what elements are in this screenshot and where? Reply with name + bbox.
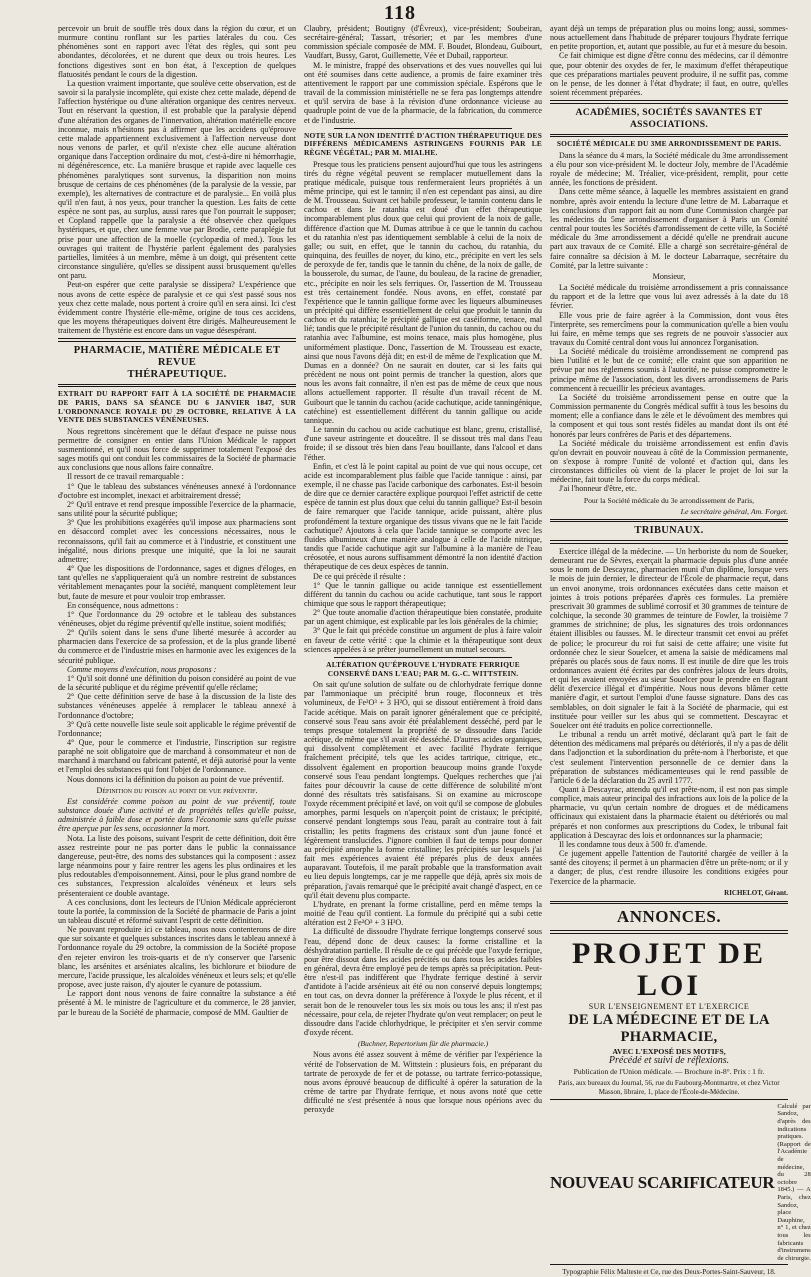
column-1 (58, 24, 296, 1116)
paragraph: De ce qui précède il résulte : (313, 571, 406, 581)
column-3 (550, 24, 811, 1277)
paragraph: 4° Que les dispositions de l'ordonnance, sages et dignes d'éloges, en tant qu'elles ne s'appliqueraient qu'à un nombre restreint de substances véritablement menaçantes pour la société, manquent complètement leur but, faute de mesure et pour vouloir trop embrasser. (58, 564, 296, 601)
definition-heading: Définition du poison au point de vue préventif. (96, 785, 258, 795)
divider (550, 1099, 788, 1100)
paragraph: 1° Que l'ordonnance du 29 octobre et le tableau des substances vénéneuses, objet du régime préventif qu'elle institue, soient modifiés; (58, 609, 296, 628)
paragraph: 1° Que le tannin gallique ou acide tannique est essentiellement différent du tannin du cachou ou acide cachutique, tant sous le rapport chimique que sous le rapport thérapeutique; (304, 580, 542, 608)
section-title-tribunaux: TRIBUNAUX. (634, 525, 704, 537)
paragraph: La Société médicale du troisième arrondissement est enfin d'avis qu'on devrait en pouvoir nouveau à côté de la Commission permanente, on s'expose à rompre l'unité de volonté et d'action qui, dans les circonstances difficiles où vient de la placer le projet de loi sur la médecine, fait toute la force du corps médical. (550, 438, 788, 485)
article-heading-societe: SOCIÉTÉ MÉDICALE DU 3ME ARRONDISSEMENT DE PARIS. (556, 139, 782, 149)
divider (334, 657, 512, 658)
article-heading-extract: EXTRAIT DU RAPPORT FAIT À LA SOCIÉTÉ DE PHARMACIE DE PARIS, DANS SA SÉANCE DU 6 JANVIER 1847, SUR L'ORDONNANCE ROYALE DU 29 OCTOBRE, RELATIVE À LA VENTE DES SUBSTANCES VÉNÉNEUSES. (58, 389, 296, 425)
paragraph: Peut-on espérer que cette paralysie se dissipera? L'expérience que nous avons de cette espèce de paralysie et ce qui s'est passé sous nos yeux chez cette malade, nous portent à croire qu'il en sera ainsi. Ici c'est évidemment contre l'hystérie elle-même, origine de tous ces accidens, que les moyens thérapeutiques doivent être dirigés. Malheureusement le traitement de l'hystérie est encore dans un vague désespérant. (58, 280, 296, 336)
paragraph: En conséquence, nous admettons : (67, 600, 179, 610)
ad-publication: Publication de l'Union médicale. — Brochure in-8°. Prix : 1 fr. (573, 1067, 765, 1077)
paragraph: 2° Que cette définition serve de base à la discussion de la liste des substances vénéneuses appelée à remplacer le tableau annexé à l'ordonnance d'octobre; (58, 692, 296, 720)
paragraph: Ne pouvant reproduire ici ce tableau, nous nous contenterons de dire que sur soixante et quelques substances inscrites dans le tableau annexé à l'ordonnance royale du 29 octobre, la commission de la Société propose d'en rejeter environ les trois-quarts et de n'y conserver que l'arsenic blanc, les arsénites et arséniates alcalins, les bichlorure et biiodure de mercure, l'acide prussique, les alcaloïdes vénéneux et leurs sels; et qu'elle propose, avec juste raison, d'y ajouter le cyanure de potassium. (58, 925, 296, 990)
paragraph: 3° Que le fait qui précède constitue un argument de plus à faire valoir en faveur de cette vérité : que la chimie et la thérapeutique sont deux sciences appelées à se prêter journellement un mutuel secours. (304, 626, 542, 654)
divider (550, 1264, 788, 1265)
paragraph: Nous regrettons sincèrement que le défaut d'espace ne puisse nous permettre de consigner en entier dans l'Union Médicale le rapport susmentionné, et qu'il nous force de supprimer totalement l'exposé des sages motifs qui ont conduit les commissaires de la Société de pharmacie aux conclusions que nous allons faire connaître. (58, 426, 296, 473)
paragraph: Il les condamne tous deux à 500 fr. d'amende. (559, 839, 708, 849)
ad-scarificateur-title: NOUVEAU SCARIFICATEUR (550, 1172, 775, 1192)
paragraph: 4° Que, pour le commerce et l'industrie, l'inscription sur registre paraphé ne soit obligatoire que de marchand à consommateur et non de marchand à marchand ou fabricant patenté, et déjà autorisé pour la vente et l'emploi des substances qui font l'objet de l'ordonnance. (58, 738, 296, 775)
ad-reflexions: Précédé et suivi de réflexions. (608, 1055, 730, 1067)
ad-subtitle: SUR L'ENSEIGNEMENT ET L'EXERCICE (588, 1001, 750, 1011)
section-title-annonces: ANNONCES. (616, 907, 722, 927)
ad-scarificateur-note: Calculé par Sandoz, d'après des indications pratiques. (Rapport de l'Académie de médecine, du 28 octobre 1845.) — A Paris, chez Sandoz, place Dauphine, n° 1, et chez tous les fabricants d'instrumens de chirurgie. (777, 1102, 811, 1262)
letter-signature: Le secrétaire général, Am. Forget. (680, 506, 788, 516)
paragraph: Nota. La liste des poisons, suivant l'esprit de cette définition, doit être assez restreinte pour ne pas porter dans le public la connaissance dangereuse, peut-être, des noms des substances qui la composent : assez large néanmoins pour y faire rentrer les agens les plus ordinaires et les plus redoutables d'empoisonnement. Ainsi, pour le plus grand nombre de ces substances, l'expression alcaloïdes vénéneux et leurs sels présenteraient ce double avantage. (58, 833, 296, 898)
paragraph: Enfin, et c'est là le point capital au point de vue qui nous occupe, cet acide est incomparablement plus faible que l'acide tannique : ainsi, par exemple, il ne chasse pas l'acide carbonique des carbonates. Est-il besoin de dire que ce dernier caractère explique pourquoi l'effet astrictif de cette espèce de tannin est plus doux que celui du tannin gallique? Est-il besoin de faire remarquer que l'acide tannique, acide puissant, altère plus profondément la texture organique des tissus vivans que ne le fait l'acide cachutique? Ajoutons à cela que l'acide tannique se comporte avec les fluides albumineux d'une manière analogue à celle de l'acide nitrique, tandis que l'acide cachutique agit sur l'albumine à la manière de l'eau créosotée, et nous aurons suffisamment démontré la non identité d'action thérapeutique de ces deux espèces de tannin. (304, 461, 542, 572)
paragraph: 1° Que le tableau des substances vénéneuses annexé à l'ordonnance d'octobre est incomplet, inexact et arbitrairement dressé; (58, 481, 296, 500)
paragraph: Ce jugement appelle l'attention de l'autorité chargée de veiller à la santé des citoyens; il permet à un pharmacien d'être un prête-nom; or il y a danger; de plus, c'est rendre illusoire les conditions exigées pour l'exercice de la pharmacie. (550, 849, 788, 886)
divider (334, 128, 512, 129)
paragraph: Dans la séance du 4 mars, la Société médicale du 3me arrondissement a élu pour son vice-président M. le docteur Joly, membre de l'Académie royale de médecine; M. Tréalier, vice-président, remplit, pour cette année, les fonctions de président. (550, 150, 788, 188)
paragraph: On sait qu'une solution de sulfate ou de chlorhydrate ferrique donne par l'ammoniaque un précipité brun rouge, floconneux et très volumineux, de Fe²O³ + 3 H²O, qui se dissout entièrement à froid dans l'acide acétique. Mais on paraît ignorer généralement que ce précipité, conservé sous l'eau sans avoir été préalablement desséché, perd par le temps presque totalement la propriété de se dissoudre dans l'acide acétique, de même que s'il avait été desséché. D'autres acides organiques, qui dissolvent complètement et avec facilité l'hydrate ferrique fraîchement précipité, tels que les acides tartrique, citrique, etc., dissolvent également en proportion beaucoup moins grande l'oxyde conservé sous l'eau pendant longtemps. Quelques recherches que j'ai faites pour découvrir la cause de cette différence de solubilité m'ont donné des résultats très satisfaisans. Si on examine au microscope l'oxyde récemment précipité et lavé, on voit qu'il se compose de globules amorphes, parmi lesquels on n'aperçoit point de cristaux; le précipité, conservé pendant longtemps sous l'eau, paraît au contraire tout à fait cristallin; les petits fragmens des cristaux sont d'un jaune foncé et légèrement translucides. J'ignore combien il faut de temps pour donner au précipité amorphe la forme cristalline; les précipités sur lesquels j'ai fait mes expériences avaient été préparés plus de deux années auparavant. Toutefois, il me paraît probable que la transformation avait eu lieu depuis longtemps, car je me rappelle que déjà, après six mois de préparation, j'avais remarqué que le précipité avait changé d'aspect, en ce qu'il était devenu plus compacte. (304, 680, 542, 900)
paragraph: La Société médicale du troisième arrondissement a pris connaissance du rapport et de la lettre que vous lui avez adressés à la date du 18 février. (550, 283, 788, 311)
article-heading-astringens: NOTE SUR LA NON IDENTITÉ D'ACTION THÉRAPEUTIQUE DES DIFFÉRENS MÉDICAMENS ASTRINGENS FOURNIS PAR LE RÈGNE VÉGÉTAL; PAR M. MIALHE. (304, 130, 542, 157)
paragraph: Dans cette même séance, à laquelle les membres assistaient en grand nombre, après avoir entendu la lecture d'une lettre de M. Labarraque et les conclusions d'un rapport fait au nom d'une Commission chargée par les médecins du 5me arrondissement d'organiser à Paris un Comité central pour toutes les Sociétés d'arrondissement de cette ville, la Société médicale du 3me arrondissement a décidé qu'elle ne prendrait aucune part aux travaux de ce Comité. Elle a chargé son secrétaire-général de faire connaître sa décision à M. le docteur Labarraque, secrétaire du Comité, par la lettre suivante : (550, 187, 788, 270)
gerant-signature: RICHELOT, Gérant. (724, 888, 788, 897)
advertisement-scarificateur (550, 1102, 811, 1262)
imprint: Typographie Félix Malteste et Ce, rue des Deux-Portes-Saint-Sauveur, 18. (562, 1268, 776, 1277)
paragraph: 1° Qu'il soit donné une définition du poison considéré au point de vue de la sécurité publique et du régime préventif qu'elle réclame; (58, 673, 296, 693)
paragraph: La Société du troisième arrondissement pense en outre que la Commission permanente du Congrès médical suffit à tous les besoins du moment; elle a confiance dans le zèle et le dévoûment des membres qui la composent et qui tous sont restés fidèles au mandat dont ils ont été honorés par leurs confrères de Paris et des départemens. (550, 392, 788, 439)
section-divider (550, 540, 788, 544)
letter-salutation: Monsieur, (652, 271, 686, 281)
column-2 (304, 24, 542, 1116)
article-heading-hydrate: ALTÉRATION QU'ÉPROUVE L'HYDRATE FERRIQUE CONSERVÉ DANS L'EAU; PAR M. G.-C. WITTSTEIN. (326, 659, 520, 678)
paragraph: 3° Qu'à cette nouvelle liste seule soit applicable le régime préventif de l'ordonnance; (58, 719, 296, 738)
paragraph: Ce fait chimique est digne d'être connu des médecins, car il démontre que, pour obtenir des oxydes de fer, le maximum d'effet thérapeutique que ces préparations martiales peuvent produire, il ne suffit pas, comme on le pense, de les donner à l'état d'hydrate; il faut, en outre, qu'elles soient récemment préparées. (550, 51, 788, 98)
section-divider (550, 134, 788, 138)
paragraph: ayant déjà un temps de préparation plus ou moins long; aussi, sommes-nous actuellement dans l'habitude de préparer toujours l'hydrate ferrique en petite proportion, et, autant que possible, au fur et à mesure du besoin. (550, 24, 788, 52)
section-divider (58, 338, 296, 342)
section-divider (550, 901, 788, 905)
paragraph: Nous avons été assez souvent à même de vérifier par l'expérience la vérité de l'observation de M. Wittstein : plusieurs fois, en préparant du tartrate de peroxyde de fer et de potasse, ou tartrate ferrico-potassique, nous avons éprouvé beaucoup de difficulté à opérer la saturation de la crème de tartre par l'hydrate ferrique, et nous avons noté que cette difficulté ne s'est présentée à nous que lorsque nous opérions avec du peroxyde (304, 1050, 542, 1115)
section-divider (550, 519, 788, 523)
paragraph: 2° Qu'il entrave et rend presque impossible l'exercice de la pharmacie, sans utilité pour la sécurité publique; (58, 499, 296, 519)
paragraph: 2° Que toute anomalie d'action thérapeutique bien constatée, produite par un agent chimique, est explicable par les lois générales de la chimie; (304, 608, 542, 627)
paragraph: La question vraiment importante, que soulève cette observation, est de savoir si la paralysie incomplète, qui existe chez cette malade, dépend de l'affection hystérique ou d'une altération organique des centres nerveux. Tout en réservant la question, il est probable que la paralysie dépend d'une altération des organes de l'innervation, altération matérielle encore inconnue, mais n'hésitons pas à affirmer que les accidens qu'éprouve cette malade appartiennent exclusivement à l'affection nerveuse dont nous venons de parler, et qu'il n'existe chez elle aucune altération organique dans l'acception ordinaire du mot, c'est-à-dire ni hémorrhagie, ni dégénérescence, etc. La manière brusque et rapide avec laquelle ces phénomènes paralytiques sont survenus, la disparition non moins brusque de certains de ces phénomènes (de la paralysie de la vessie, par exemple), les alternatives de contracture et de paralysie... En voilà plus qu'il n'en faut, à nos yeux, pour trancher la question. Les faits de cette espèce ne sont pas, au surplus, aussi rares que l'on pourrait le supposer; et Copland rappelle que la paralysie a été observée chez quelques hystériques, et que, chez une femme vue par Brodie, cette paraplégie fut prise pour une affection de la moelle (cyclopædia of med.). Tous les ouvrages qui traitent de l'hystérie parlent également des paralysies partielles, limitées à un membre, même à un doigt, qui présentent cette circonstance singulière, qu'elles se dissipent aussi brusquement qu'elles ont paru. (58, 78, 296, 281)
paragraph: La difficulté de dissoudre l'hydrate ferrique longtemps conservé sous l'eau, dépend donc de deux causes: la forme cristalline et la déshydratation partielle. Il résulte de ce qui précède que l'oxyde ferrique, pour être dissout dans les acides précités ou dans tous les acides faibles en général, devra être employé peu de temps après sa précipitation. Peut-être n'est-il pas indifférent que l'hydrate ferrique destiné à servir d'antidote à l'acide arsénieux ait été ou non conservé depuis longtemps; en tout cas, on devra donner la préférence à l'oxyde le plus récent, et il serait bon de le renouveler tous les six mois ou tous les ans; il n'est pas nécessaire, pour cela, de rejeter l'hydrate qu'on veut remplacer; on peut le dissoudre dans l'acide chlorhydrique, le précipiter et s'en servir comme d'oxyde récent. (304, 927, 542, 1038)
paragraph: 3° Que les prohibitions exagérées qu'il impose aux pharmaciens sont en désaccord complet avec les concessions nécessaires, nous le reconnaissons, qu'il fait au commerce et à l'industrie, et constituent une inégalité, nous dirions presque une iniquité, que la loi ne saurait admettre; (58, 518, 296, 564)
page-number: 118 (384, 2, 416, 24)
paragraph: Le tannin du cachou ou acide cachutique est blanc, grenu, cristallisé, d'une saveur astringente et douceâtre. Il se dissout très mal dans l'eau froide; il se dissout très bien dans l'eau bouillante, dans l'alcool et dans l'éther. (304, 425, 542, 462)
ad-headline: DE LA MÉDECINE ET DE LA PHARMACIE, (568, 1012, 770, 1046)
ad-title: PROJET DE LOI (572, 936, 766, 1002)
paragraph: L'hydrate, en prenant la forme cristalline, perd en même temps la moitié de l'eau qu'il contient. La formule du précipité qui a subi cette altération est 2 Fe²O³ + 3 H²O. (304, 899, 542, 928)
paragraph: Claubry, président; Boutigny (d'Évreux), vice-président; Soubeiran, secrétaire-général; Tassart, trésorier; et par les membres d'une commission spéciale composée de MM. F. Boudet, Blondeau, Guibourt, Vaudfart, Bussy, Garot, Guillemette, Vée et Dubail, rapporteur. (304, 24, 542, 61)
paragraph: Quant à Descayrac, attendu qu'il est prête-nom, il est non pas simple complice, mais auteur principal des infractions aux lois de la police de la pharmacie, vu qu'un certain nombre de drogues et de médicamens officinaux qui existaient dans la pharmacie étaient ou détériorés ou mal préparés et non conformes aux prescriptions du Codex, le tribunal fait application à Descayrac des lois et ordonnances sur la pharmacie; (550, 785, 788, 840)
section-title-pharmacie (58, 345, 296, 381)
paragraph: percevoir un bruit de souffle très doux dans la région du cœur, et un murmure continu ronflant sur les parties latérales du cou. Ces phénomènes sont en rapport avec l'état des règles, qui sont peu abondantes, décolorées, et ne durent que deux ou trois heures. Les fonctions digestives sont en bon état, à l'exception de quelques flatuosités pendant le cours de la digestion. (58, 24, 296, 79)
advertisement-projet-de-loi (550, 938, 788, 1097)
letter-signoff: Pour la Société médicale du 3e arrondissement de Paris, (583, 495, 755, 505)
paragraph: Exercice illégal de la médecine. — Un herboriste du nom de Soueker, demeurant rue de Sèvres, exerçait la pharmacie depuis plus d'une année sous le nom de Descayrac, pharmacien muni d'un diplôme, lorsque vers le mois de juin dernier, le directeur de l'École de pharmacie reçut, dans un envoi anonyme, trois ordonnances exécutées dans cette maison et jointes à trois potions préparées d'après ces formules. La première prescrivait 30 grammes de sublimé corrosif et 30 grammes de teinture de colchique, la seconde 30 grammes de teinture de Fowler, la troisième 7 grammes de strichnine; de plus, les signatures des trois ordonnances étaient illisibles ou fausses. M. le directeur transmit cet envoi au préfet de police; le procureur du roi fut saisi de cette affaire; une visite fut ordonnée chez le sieur Souelcer, et amena la saisie de médicamens mal préparés ou placés sous de faux noms. Il est inutile de dire que les trois ordonnances avaient été écrites par des confrères jaloux de leurs droits, et qui les avaient envoyées au sieur Souelcer pour le prendre en flagrant délit d'exercice illégal et d'impéritie. Nous nous devons blâmer cette manière d'agir, et surtout l'emploi d'une fausse signature. Dans des cas semblables, on doit signaler le fait à la Société de pharmacie, qui est instituée pour veiller sur les abus qui se commettent. Descayrac et Souelcer ont été traduits en police correctionnelle. (550, 546, 788, 730)
paragraph: Le tribunal a rendu un arrêt motivé, déclarant qu'à part le fait de détention des médicamens mal préparés ou détériorés, il n'y a pas de délit dans l'adjonction et la subordination du prête-nom à l'herboriste, et que c'est seulement l'intervention personnelle de ce dernier dans la préparation de substances médicamenteuses qui le rend passible de l'article 6 de la déclaration du 25 avril 1777. (550, 730, 788, 785)
ad-motifs: AVEC L'EXPOSÉ DES MOTIFS, (612, 1047, 726, 1057)
paragraph: Comme moyens d'exécution, nous proposons : (67, 664, 217, 674)
section-title-line: PHARMACIE, MATIÈRE MÉDICALE ET REVUE (73, 344, 281, 368)
paragraph: Elle vous prie de faire agréer à la Commission, dont vous êtes l'interprète, ses remercîmens pour la communication qu'elle a bien voulu lui faire, en même temps que ses regrets de ne pouvoir s'associer aux travaux du Comité central dont vous lui annoncez l'organisation. (550, 310, 788, 347)
paragraph: J'ai l'honneur d'être, etc. (559, 484, 637, 494)
section-divider (58, 384, 296, 388)
definition-text: Est considérée comme poison au point de vue préventif, toute substance douée d'une activité et de propriétés telles qu'elle puisse, administrée à faible dose et portée dans l'économie sans qu'elle puisse être aperçue par les sens, occasionner la mort. (58, 796, 296, 834)
paragraph: Il ressort de ce travail remarquable : (67, 472, 184, 482)
paragraph: 2° Qu'ils soient dans le sens d'une liberté mesurée à accorder au pharmacien dans l'exercice de sa profession, et de la plus grande liberté du commerce et de l'industrie mises en harmonie avec les exigences de la sécurité publique. (58, 628, 296, 665)
paragraph: Nous donnons ici la définition du poison au point de vue préventif. (67, 774, 284, 784)
paragraph: M. le ministre, frappé des observations et des vues nouvelles qui lui ont été soumises dans cette audience, a promis de faire examiner très attentivement le rapport par une commission spéciale. Espérons que le travail de la commission ministérielle ne se fera pas longtemps attendre et qu'il servira de base à la révision d'une ordonnance vicieuse au quadruple point de vue de la pharmacie, de la fabrication, du commerce et de l'industrie. (304, 60, 542, 125)
article-columns (58, 24, 811, 1277)
section-title-line: THÉRAPEUTIQUE. (127, 368, 227, 380)
section-divider (550, 100, 788, 104)
paragraph: Presque tous les praticiens pensent aujourd'hui que tous les astringens tirés du règne végétal peuvent se remplacer mutuellement dans la pratique médicale, puisque tous renfermeraient leurs propriétés à un même principe, qui est le tannin; il n'en est cependant pas ainsi, au dire de M. Trousseau. Suivant cet habile professeur, le tannin contenu dans le cachou et dans le ratanhia est doué d'un effet thérapeutique incomparablement plus doux que celui qui provient de la noix de galle, différence d'action que M. Dumas attribue à ce que le tannin du cachou et du ratanhia n'est pas identiquement semblable à celui de la noix de galle; ou suit, en effet, que le tannin du cachou, du ratanhia, du quinquina, des feuilles de noyer, du kino, etc., précipite en vert les sels de peroxyde de fer, tandis que le tannin du chêne, de la noix de galle, de la bousserole, du sumac, de l'aune, du bouleau, de la racine de grenadier, etc., précipite en noir les sels ferriques. Or, l'assertion de M. Trousseau est très certainement fondée. Nous avons, en effet, constaté par l'expérience que le tannin gallique forme avec les liqueurs albumineuses un précipité qui diffère essentiellement de celui que produit le tannin du cachou et du ratanhia; le précipité gallique est caséiforme, tenace, mal lié; tandis que le précipité résultant de l'union du tannin, du cachou ou du ratanhia avec l'albumine, est moins tenace, mais plus homogène, plus uniformément plastique. Donc, l'assertion de M. Trousseau est exacte, ainsi que nous l'avons déjà dit; en est-il de même de l'explication que M. Dumas en a donnée? On ne saurait en douter, car si les faits qui précèdent ne nous ont point permis de trancher la question, alors que nous les avons fait connaître, il n'en est pas de même de ceux que nous allons actuellement rapporter. Il résulte d'un travail récent de M. Guibourt que le tannin du cachou (acide cachutique, acide tanningénique, catéchine) est essentiellement différent du tannin gallique ou acide tannique. (304, 159, 542, 425)
paragraph: A ces conclusions, dont les lecteurs de l'Union Médicale apprécieront toute la portée, la commission de la Société de pharmacie de Paris a joint un tableau discuté et réformé suivant l'esprit de cette définition. (58, 897, 296, 925)
citation: (Buchner, Repertorium für die pharmacie.) (357, 1039, 489, 1049)
paragraph: Le rapport dont nous venons de faire connaître la substance a été présenté à M. le ministre de l'agriculture et du commerce, le 28 janvier, par le bureau de la Société de pharmacie, composé de MM. Gaultier de (58, 989, 296, 1017)
section-divider (550, 930, 788, 934)
paragraph: La Société médicale du troisième arrondissement ne comprend pas bien l'utilité et le but de ce comité; elle craint que son apparition ne prévue par nos règlemens soumis à l'autorité, ne puisse compromettre le principe même de l'association, dont les divers arrondissemens de Paris commencent à recueillir les précieux avantages. (550, 347, 788, 393)
ad-address: Paris, aux bureaux du Journal, 56, rue du Faubourg-Montmartre, et chez Victor Masson, libraire, 1, place de l'École-de-Médecine. (558, 1078, 780, 1096)
section-title-academies: ACADÉMIES, SOCIÉTÉS SAVANTES ET ASSOCIATIONS. (575, 106, 763, 130)
